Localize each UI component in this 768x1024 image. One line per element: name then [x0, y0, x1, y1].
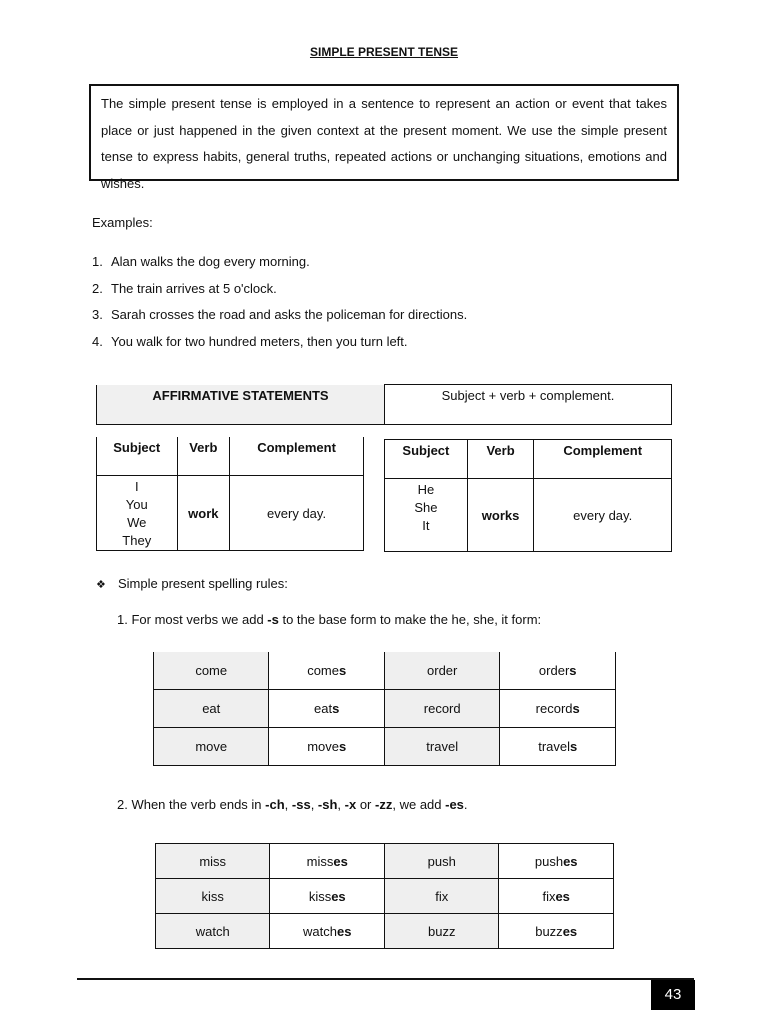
header-complement: Complement	[534, 440, 672, 479]
base-verb: buzz	[385, 914, 499, 949]
verb-cell: works	[467, 479, 534, 552]
examples-heading: Examples:	[92, 215, 153, 230]
subject-pronoun: You	[125, 497, 148, 512]
s-form: travels	[500, 728, 616, 766]
affirmative-formula: Subject + verb + complement.	[385, 385, 672, 425]
example-text: Sarah crosses the road and asks the policeman for directions.	[111, 307, 468, 322]
base-verb: move	[154, 728, 269, 766]
subject-pronoun: We	[127, 515, 147, 530]
complement-cell: every day.	[230, 476, 364, 551]
example-item	[92, 307, 467, 322]
subject-cell	[385, 479, 468, 552]
example-text: Alan walks the dog every morning.	[111, 254, 310, 269]
diamond-bullet-icon: ❖	[96, 579, 106, 591]
base-verb: travel	[384, 728, 499, 766]
s-form: eats	[269, 690, 385, 728]
s-form: records	[500, 690, 616, 728]
example-text: You walk for two hundred meters, then you turn left.	[111, 334, 408, 349]
spelling-rule-1	[117, 612, 541, 627]
base-verb: come	[154, 652, 269, 690]
subject-pronoun: I	[134, 479, 139, 494]
base-verb: miss	[156, 844, 270, 879]
base-verb: order	[384, 652, 499, 690]
header-subject: Subject	[97, 437, 178, 476]
s-form: orders	[500, 652, 616, 690]
subject-pronoun: He	[417, 482, 435, 497]
example-number: 3.	[92, 307, 103, 322]
subject-pronoun: She	[414, 500, 438, 515]
base-verb: record	[384, 690, 499, 728]
es-form: kisses	[270, 879, 385, 914]
footer-divider	[77, 978, 694, 980]
spelling-table-es	[155, 843, 614, 949]
base-verb: push	[385, 844, 499, 879]
page-title: SIMPLE PRESENT TENSE	[309, 45, 459, 59]
es-form: buzzes	[499, 914, 614, 949]
s-form: moves	[269, 728, 385, 766]
header-complement: Complement	[230, 437, 364, 476]
definition-text: The simple present tense is employed in a sentence to represent an action or event that takes place or just happened in the given context at the present moment. We use the simple present tense to express habits, general truths, repeated actions or unchanging situations, emotions and wishes.	[101, 96, 667, 191]
conjugation-table-third-person	[384, 439, 672, 552]
example-number: 4.	[92, 334, 103, 349]
rule-ending: -s	[267, 612, 279, 627]
es-form: fixes	[499, 879, 614, 914]
s-form: comes	[269, 652, 385, 690]
base-verb: kiss	[156, 879, 270, 914]
rule-text: to the base form to make the he, she, it form:	[278, 612, 542, 627]
es-form: watches	[270, 914, 385, 949]
header-subject: Subject	[385, 440, 468, 479]
base-verb: fix	[385, 879, 499, 914]
rule-text: 1. For most verbs we add	[117, 612, 268, 627]
subject-pronoun: They	[122, 533, 152, 548]
affirmative-table	[96, 384, 672, 425]
example-item	[92, 254, 310, 269]
subject-pronoun: It	[422, 518, 430, 533]
definition-box	[89, 84, 679, 191]
es-form: misses	[270, 844, 385, 879]
header-verb: Verb	[177, 437, 230, 476]
spelling-rule-2: 2. When the verb ends in -ch, -ss, -sh, -x or -zz, we add -es.	[117, 797, 468, 812]
example-number: 1.	[92, 254, 103, 269]
verb-cell: work	[177, 476, 230, 551]
example-item	[92, 281, 277, 296]
conjugation-table-plural	[96, 437, 364, 551]
complement-cell: every day.	[534, 479, 672, 552]
affirmative-label: AFFIRMATIVE STATEMENTS	[97, 385, 385, 425]
es-form: pushes	[499, 844, 614, 879]
example-text: The train arrives at 5 o'clock.	[111, 281, 277, 296]
header-verb: Verb	[467, 440, 534, 479]
base-verb: watch	[156, 914, 270, 949]
example-number: 2.	[92, 281, 103, 296]
page-number: 43	[651, 980, 695, 1010]
subject-cell	[97, 476, 178, 551]
example-item	[92, 334, 408, 349]
spelling-rules-heading	[96, 576, 288, 591]
spelling-rules-text: Simple present spelling rules:	[118, 576, 288, 591]
base-verb: eat	[154, 690, 269, 728]
spelling-table-s	[153, 652, 616, 766]
